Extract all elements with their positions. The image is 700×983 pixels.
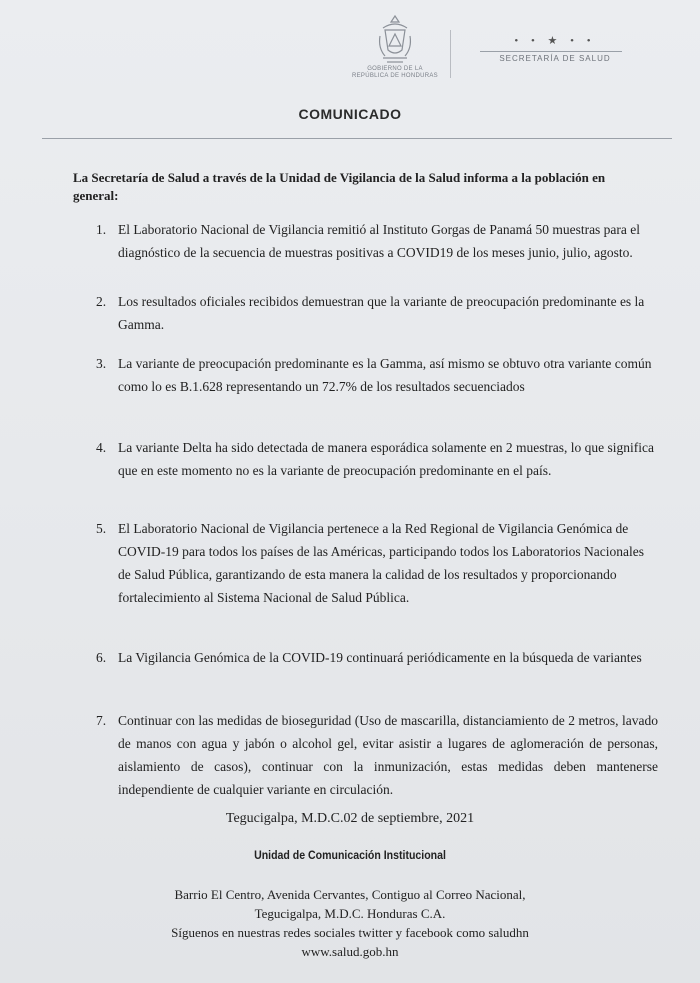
list-item-number: 4. <box>96 440 107 455</box>
list-item-text: El Laboratorio Nacional de Vigilancia pertenece a la Red Regional de Vigilancia Genómica de COVID-19 para todos los países de las Américas, participando todos los Laboratorios Nacionales de Salud Pública, garantizando de esta manera la calidad de los resultados y proporcionando fortalecimiento al Sistema Nacional de Salud Pública. <box>118 521 644 605</box>
list-item-text: La Vigilancia Genómica de la COVID-19 continuará periódicamente en la búsqueda de variantes <box>118 650 642 665</box>
list-item-text: Continuar con las medidas de bioseguridad (Uso de mascarilla, distanciamiento de 2 metros, lavado de manos con agua y jabón o alcohol gel, evitar asistir a lugares de aglomeración de personas, aislamiento de casos), continuar con la inmunización, estas medidas deben mantenerse independiente de cualquier variante en circulación. <box>118 713 658 797</box>
government-crest <box>345 14 445 94</box>
coat-of-arms-icon <box>375 14 415 66</box>
issuing-unit: Unidad de Comunicación Institucional <box>254 848 446 862</box>
address-line-2: Tegucigalpa, M.D.C. Honduras C.A. <box>254 906 446 921</box>
list-item-number: 1. <box>96 222 107 237</box>
crest-caption-line-1: GOBIERNO DE LA <box>367 66 423 72</box>
logo-rule <box>480 51 622 52</box>
title-divider <box>42 138 672 139</box>
list-item-number: 7. <box>96 713 107 728</box>
list-item-number: 6. <box>96 650 107 665</box>
intro-paragraph: La Secretaría de Salud a través de la Unidad de Vigilancia de la Salud informa a la población en general: <box>73 170 606 203</box>
list-item-number: 2. <box>96 294 107 309</box>
list-item-text: La variante de preocupación predominante es la Gamma, así mismo se obtuvo otra variante común como lo es B.1.628 representando un 72.7% de los resultados secuenciados <box>118 356 652 394</box>
document-title: COMUNICADO <box>298 106 402 122</box>
header-divider <box>450 30 451 78</box>
address-line-1: Barrio El Centro, Avenida Cervantes, Contiguo al Correo Nacional, <box>174 887 526 902</box>
letterhead <box>0 0 700 105</box>
list-item-number: 3. <box>96 356 107 371</box>
list-item-text: Los resultados oficiales recibidos demuestran que la variante de preocupación predominante es la Gamma. <box>118 294 645 332</box>
date-line: Tegucigalpa, M.D.C.02 de septiembre, 2021 <box>225 811 475 826</box>
contact-footer <box>0 885 700 961</box>
list-item-number: 5. <box>96 521 107 536</box>
social-media-line: Síguenos en nuestras redes sociales twitter y facebook como saludhn <box>171 925 529 940</box>
stars-icon: • • ★ • • <box>514 35 596 47</box>
secretaria-name: SECRETARÍA DE SALUD <box>499 54 611 63</box>
list-item-text: La variante Delta ha sido detectada de manera esporádica solamente en 2 muestras, lo que significa que en este momento no es la variante de preocupación predominante en el país. <box>118 440 655 478</box>
website-link: www.salud.gob.hn <box>301 944 399 959</box>
crest-caption-line-2: REPÚBLICA DE HONDURAS <box>352 73 438 79</box>
secretaria-logo <box>480 34 630 63</box>
list-item-text: El Laboratorio Nacional de Vigilancia remitió al Instituto Gorgas de Panamá 50 muestras para el diagnóstico de la secuencia de muestras positivas a COVID19 de los meses junio, julio, agosto. <box>118 222 641 260</box>
